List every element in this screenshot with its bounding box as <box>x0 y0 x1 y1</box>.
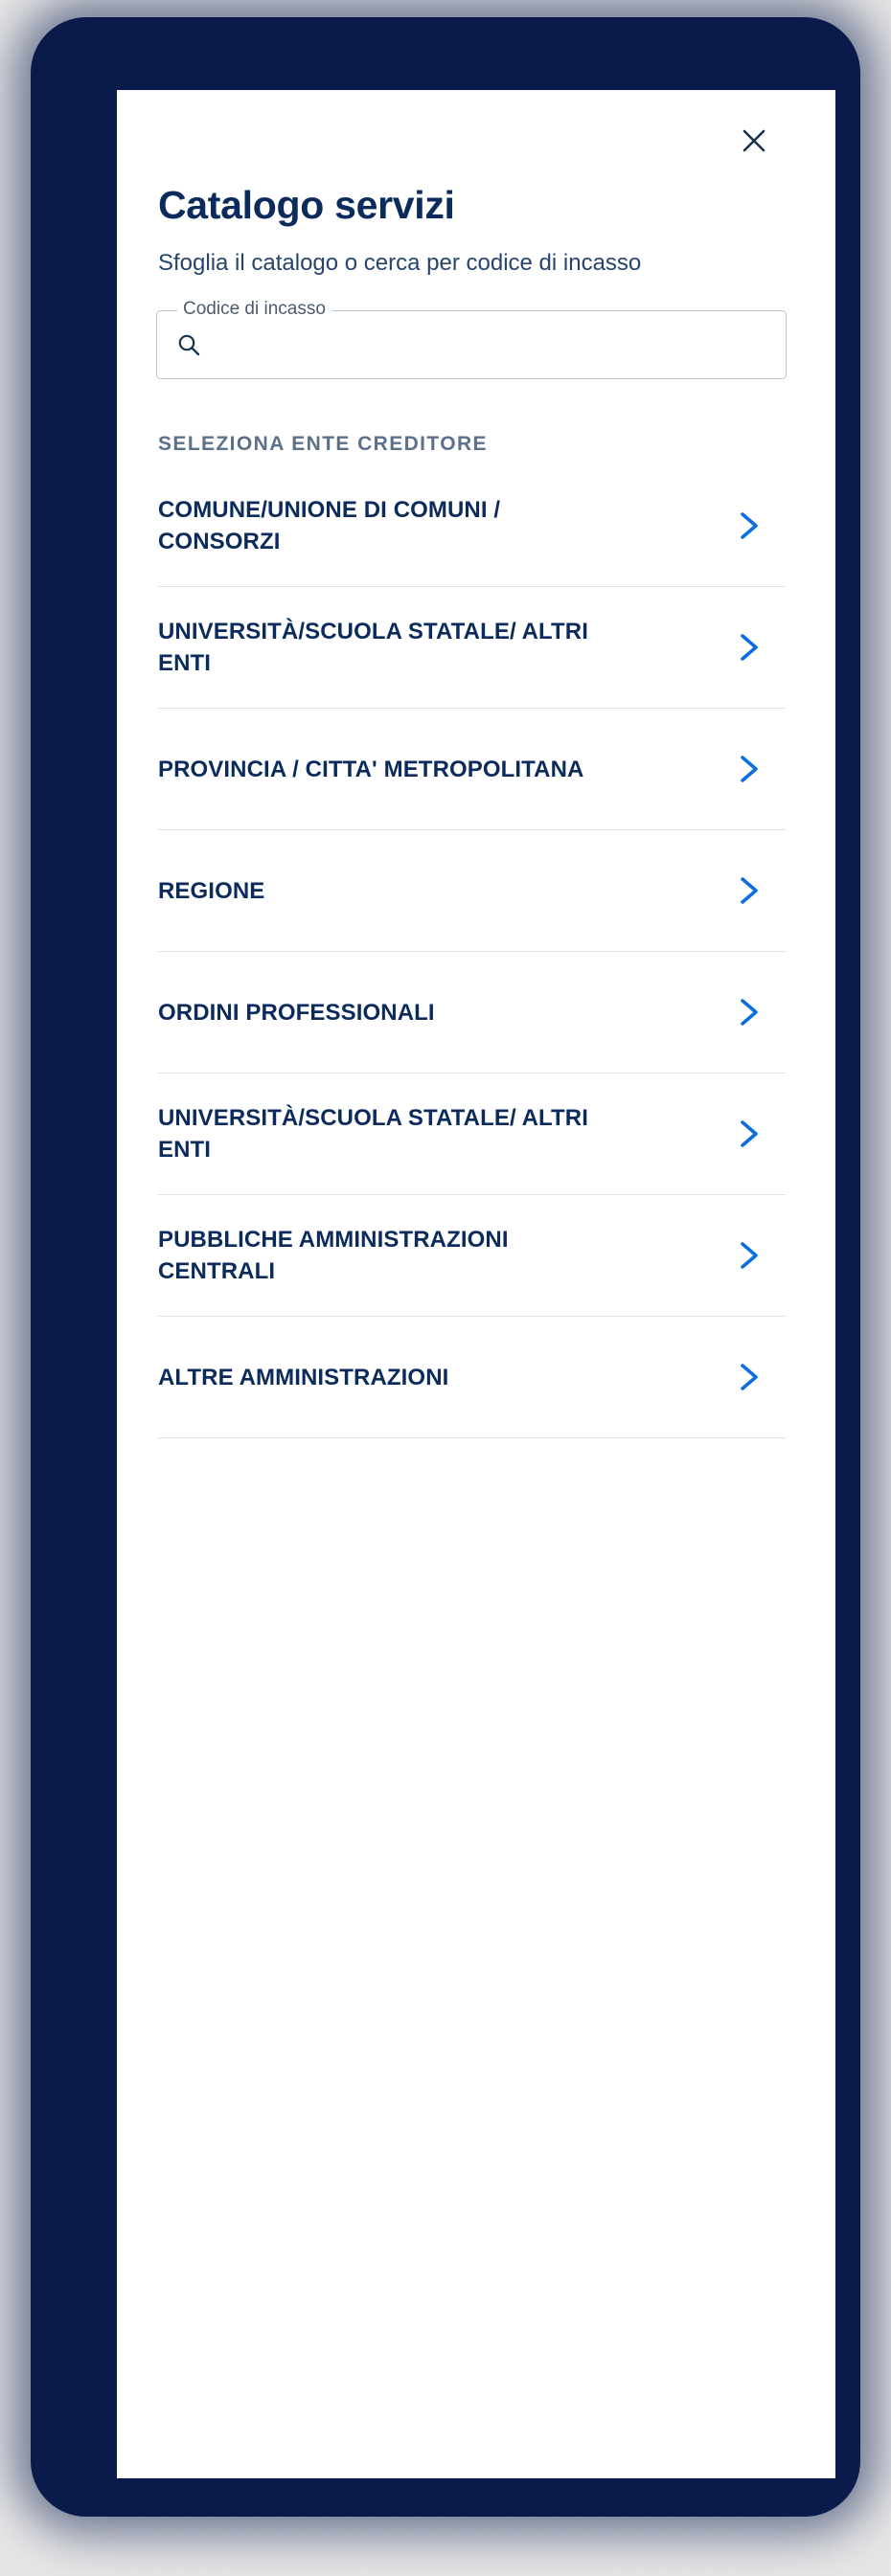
list-item[interactable] <box>158 952 787 1073</box>
list-item[interactable] <box>158 587 787 709</box>
chevron-right-icon <box>737 1118 762 1150</box>
list-item-label: REGIONE <box>158 877 265 904</box>
list-item[interactable] <box>158 830 787 952</box>
close-icon[interactable] <box>732 119 776 163</box>
entity-list <box>158 465 787 1438</box>
chevron-right-icon <box>737 996 762 1028</box>
chevron-right-icon <box>737 753 762 785</box>
search-input-label: Codice di incasso <box>177 300 331 318</box>
chevron-right-icon <box>737 509 762 542</box>
search-input[interactable] <box>215 332 713 358</box>
chevron-right-icon <box>737 874 762 907</box>
search-glyph <box>176 332 201 357</box>
close-glyph <box>740 126 768 155</box>
list-item[interactable] <box>158 1195 787 1317</box>
list-item[interactable] <box>158 1073 787 1195</box>
search-icon <box>176 332 201 357</box>
page-title: Catalogo servizi <box>158 183 455 227</box>
list-item-label: ALTRE AMMINISTRAZIONI <box>158 1364 449 1390</box>
modal-header <box>153 90 799 163</box>
list-item-label: UNIVERSITÀ/SCUOLA STATALE/ ALTRI ENTI <box>158 619 588 677</box>
list-item-label: UNIVERSITÀ/SCUOLA STATALE/ ALTRI ENTI <box>158 1105 588 1164</box>
list-item-label: COMUNE/UNIONE DI COMUNI / CONSORZI <box>158 497 501 555</box>
list-item-label: ORDINI PROFESSIONALI <box>158 999 435 1026</box>
chevron-right-icon <box>737 1239 762 1272</box>
page-subtitle: Sfoglia il catalogo o cerca per codice di incasso <box>158 250 642 277</box>
search-field[interactable] <box>156 299 787 379</box>
list-item[interactable] <box>158 709 787 830</box>
chevron-right-icon <box>737 1361 762 1393</box>
chevron-right-icon <box>737 631 762 664</box>
section-heading: SELEZIONA ENTE CREDITORE <box>158 433 488 456</box>
device-frame <box>31 17 860 2517</box>
list-item-label: PROVINCIA / CITTA' METROPOLITANA <box>158 756 584 782</box>
list-item[interactable] <box>158 1317 787 1438</box>
search-box[interactable] <box>156 310 787 379</box>
list-item[interactable] <box>158 465 787 587</box>
catalog-modal <box>117 90 835 2478</box>
list-item-label: PUBBLICHE AMMINISTRAZIONI CENTRALI <box>158 1227 509 1285</box>
